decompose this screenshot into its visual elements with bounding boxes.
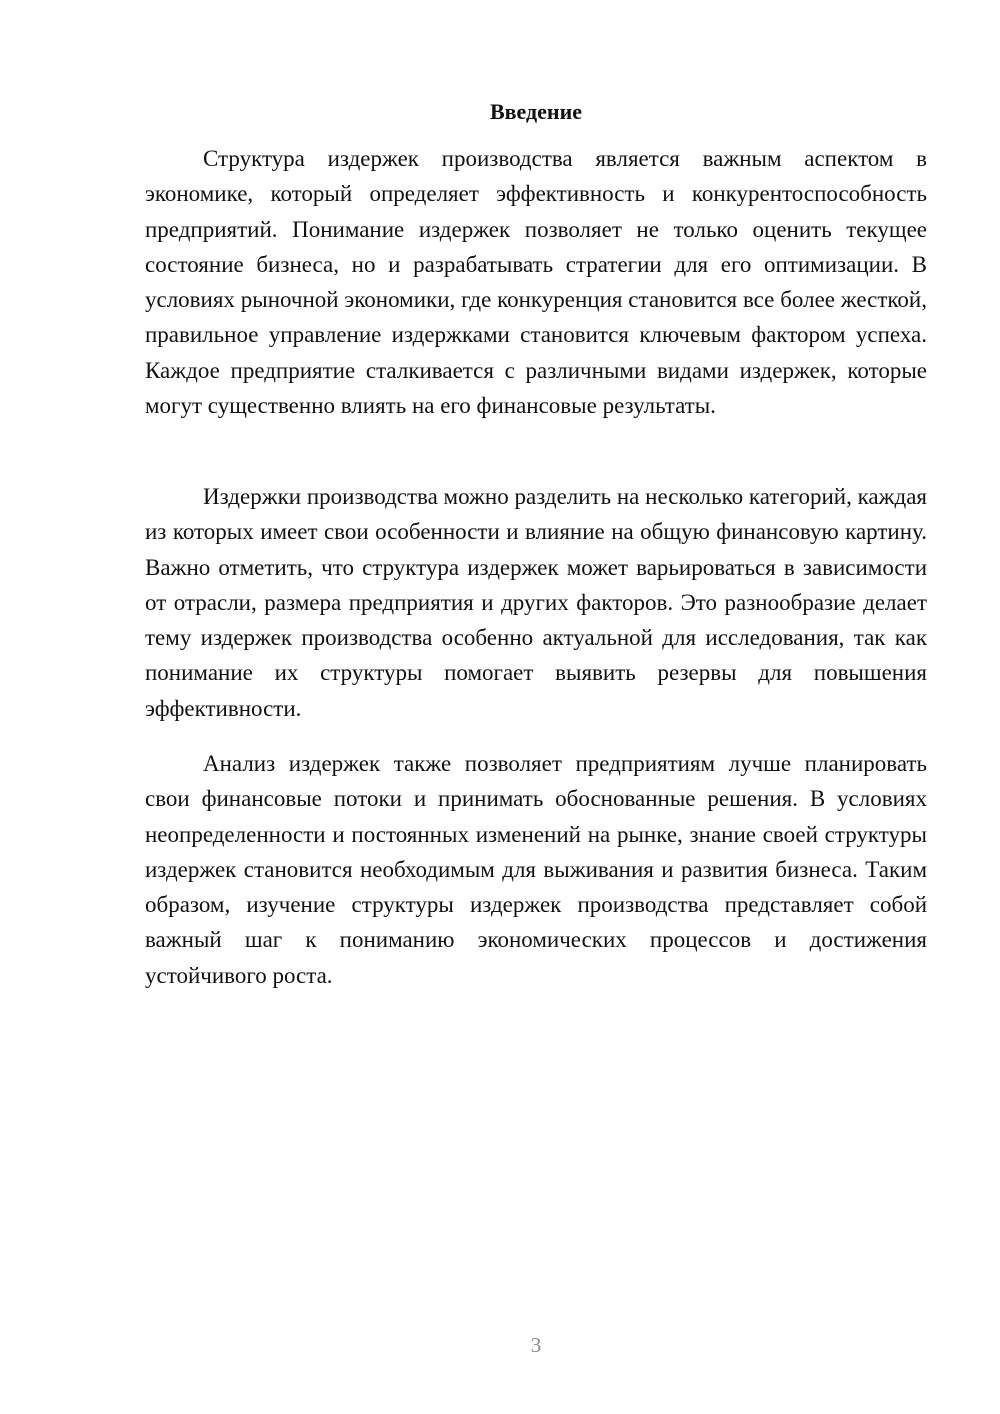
paragraph-3: Анализ издержек также позволяет предприятиям лучше планировать свои финансовые потоки и принимать обоснованные решения. В условиях неопределенности и постоянных изменений на рынке, знание своей структуры издержек становится необходимым для выживания и развития бизнеса. Таким образом, изучение структуры издержек производства представляет собой важный шаг к пониманию экономических процессов и достижения устойчивого роста. [145, 751, 927, 988]
paragraph-2: Издержки производства можно разделить на несколько категорий, каждая из которых имеет свои особенности и влияние на общую финансовую картину. Важно отметить, что структура издержек может варьироваться в зависимости от отрасли, размера предприятия и других факторов. Это разнообразие делает тему издержек производства особенно актуальной для исследования, так как понимание их структуры помогает выявить резервы для повышения эффективности. [145, 484, 927, 721]
section-heading: Введение [489, 99, 583, 124]
paragraph-1: Структура издержек производства является важным аспектом в экономике, который определяет эффективность и конкурентоспособность предприятий. Понимание издержек позволяет не только оценить текущее состояние бизнеса, но и разрабатывать стратегии для его оптимизации. В условиях рыночной экономики, где конкуренция становится все более жесткой, правильное управление издержками становится ключевым фактором успеха. Каждое предприятие сталкивается с различными видами издержек, которые могут существенно влиять на его финансовые результаты. [145, 146, 927, 419]
page-number: 3 [530, 1333, 542, 1357]
